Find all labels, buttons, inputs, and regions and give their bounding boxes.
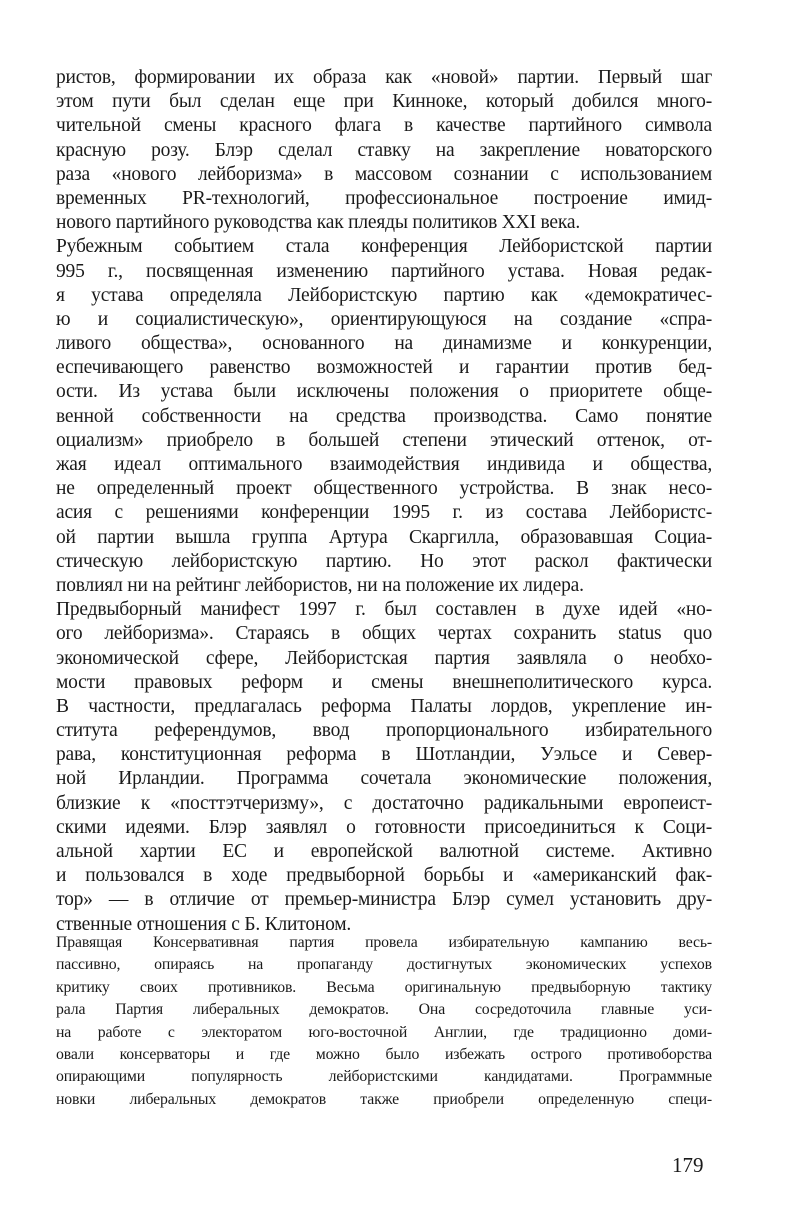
text-line: критику своих противников. Весьма оригинальную предвыборную тактику xyxy=(56,978,712,996)
text-line: асия с решениями конференции 1995 г. из состава Лейбористс- xyxy=(56,502,712,524)
text-line: альной хартии ЕС и европейской валютной системе. Активно xyxy=(56,841,712,862)
text-line: рава, конституционная реформа в Шотландии, Уэльсе и Север- xyxy=(56,744,712,766)
page-number: 179 xyxy=(672,1153,704,1177)
text-line: жая идеал оптимального взаимодействия индивида и общества, xyxy=(56,454,712,475)
text-line: красную розу. Блэр сделал ставку на закрепление новаторского xyxy=(56,139,712,161)
smaller-text-body xyxy=(56,932,712,1111)
text-line: стическую лейбористскую партию. Но этот раскол фактически xyxy=(56,550,712,572)
text-line: временных PR-технологий, профессиональное построение имид- xyxy=(56,187,712,209)
text-line: В частности, предлагалась реформа Палаты лордов, укрепление ин- xyxy=(56,695,712,717)
text-line: на работе с электоратом юго-восточной Англии, где традиционно доми- xyxy=(56,1023,712,1041)
text-line: оциализм» приобрело в большей степени этический оттенок, от- xyxy=(56,429,712,451)
text-line: опирающими популярность лейбористскими кандидатами. Программные xyxy=(56,1068,712,1086)
text-line: 995 г., посвященная изменению партийного устава. Новая редак- xyxy=(56,260,712,282)
text-line: ой партии вышла группа Артура Скаргилла, образовавшая Социа- xyxy=(56,526,712,548)
text-line: и пользовался в ходе предвыборной борьбы и «американский фак- xyxy=(56,865,712,887)
text-line: ого лейборизма». Стараясь в общих чертах сохранить status quo xyxy=(56,623,712,645)
text-line: тор» — в отличие от премьер-министра Блэр сумел установить дру- xyxy=(56,889,712,911)
text-line: повлиял ни на рейтинг лейбористов, ни на положение их лидера. xyxy=(56,574,584,596)
text-line: нового партийного руководства как плеяды политиков XXI века. xyxy=(56,212,580,234)
text-line: рала Партия либеральных демократов. Она сосредоточила главные уси- xyxy=(56,1001,712,1019)
text-line: ститута референдумов, ввод пропорционального избирательного xyxy=(56,720,712,742)
text-line: ристов, формировании их образа как «новой» партии. Первый шаг xyxy=(56,67,712,88)
text-line: ливого общества», основанного на динамизме и конкуренции, xyxy=(56,333,712,355)
text-line: этом пути был сделан еще при Кинноке, который добился много- xyxy=(56,91,712,113)
text-line: Рубежным событием стала конференция Лейбористской партии xyxy=(56,236,712,258)
text-line: ной Ирландии. Программа сочетала экономические положения, xyxy=(56,768,712,790)
text-line: ю и социалистическую», ориентирующуюся на создание «спра- xyxy=(56,308,712,330)
text-line: мости правовых реформ и смены внешнеполитического курса. xyxy=(56,671,712,693)
text-line: пассивно, опираясь на пропаганду достигнутых экономических успехов xyxy=(56,956,712,974)
text-line: скими идеями. Блэр заявлял о готовности присоединиться к Соци- xyxy=(56,816,712,838)
text-line: близкие к «посттэтчеризму», с достаточно радикальными европеист- xyxy=(56,792,712,814)
text-line: раза «нового лейборизма» в массовом сознании с использованием xyxy=(56,163,712,185)
main-text-body xyxy=(56,66,712,937)
text-line: не определенный проект общественного устройства. В знак несо- xyxy=(56,478,712,500)
text-line: венной собственности на средства производства. Само понятие xyxy=(56,405,712,427)
text-line: ости. Из устава были исключены положения о приоритете обще- xyxy=(56,381,712,403)
text-line: экономической сфере, Лейбористская партия заявляла о необхо- xyxy=(56,647,712,669)
text-line: я устава определяла Лейбористскую партию как «демократичес- xyxy=(56,284,712,306)
text-line: Предвыборный манифест 1997 г. был составлен в духе идей «но- xyxy=(56,599,712,621)
text-line: еспечивающего равенство возможностей и гарантии против бед- xyxy=(56,357,712,379)
text-line: чительной смены красного флага в качестве партийного символа xyxy=(56,115,712,137)
text-line: новки либеральных демократов также приобрели определенную специ- xyxy=(56,1090,712,1108)
text-line: Правящая Консервативная партия провела избирательную кампанию весь- xyxy=(56,934,712,951)
text-line: овали консерваторы и где можно было избежать острого противоборства xyxy=(56,1045,712,1063)
text-line: ственные отношения с Б. Клитоном. xyxy=(56,913,352,935)
